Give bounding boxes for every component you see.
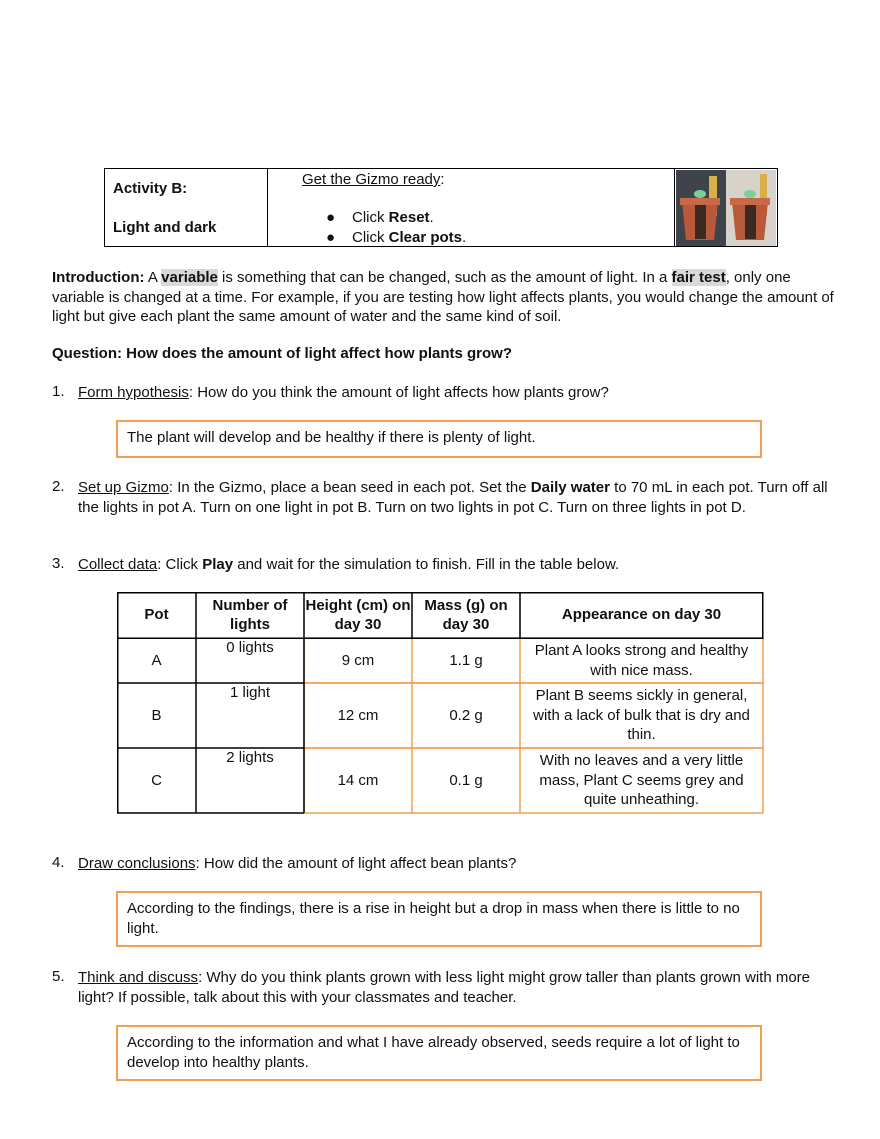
row-c-height[interactable]: 14 cm <box>337 771 379 789</box>
item-think-and-discuss: Think and discuss: Why do you think plants grown with less light might grow taller than plants grown with more light? If possible, talk about this with your classmates and teacher. <box>78 969 811 1006</box>
introduction: Introduction: A variable is something that can be changed, such as the amount of light. In a fair test, only one variable is changed at a time. For example, if you are testing how light affects plants, you would change the amount of light but give each plant the same amount of water and the same kind of soil. <box>52 269 834 325</box>
row-c-appearance[interactable]: With no leaves and a very little mass, Plant C seems grey and quite unheathing. <box>539 752 744 809</box>
row-a-lights: 0 lights <box>226 639 274 656</box>
term-fair-test: fair test <box>671 269 726 286</box>
header-mass: Mass (g) on day 30 <box>424 596 508 633</box>
item-set-up-gizmo: Set up Gizmo: In the Gizmo, place a bean seed in each pot. Set the Daily water to 70 mL in each pot. Turn off all the lights in pot A. Turn on one light in pot B. Turn on two lights in pot C. Turn on three lights in pot D. <box>78 479 828 516</box>
row-c-lights: 2 lights <box>226 749 274 766</box>
item-number: 3. <box>52 555 65 572</box>
row-a-height[interactable]: 9 cm <box>341 651 375 669</box>
row-a-appearance[interactable]: Plant A looks strong and healthy with nice mass. <box>534 642 749 679</box>
activity-cell <box>105 169 268 246</box>
term-variable: variable <box>161 269 218 286</box>
item-number: 5. <box>52 968 65 985</box>
activity-header-table <box>104 168 778 247</box>
item-number: 2. <box>52 478 65 495</box>
row-a-pot: A <box>151 651 162 669</box>
header-pot: Pot <box>144 606 169 624</box>
row-b-height[interactable]: 12 cm <box>337 706 379 724</box>
answer-hypothesis[interactable]: The plant will develop and be healthy if there is plenty of light. <box>116 420 762 458</box>
row-b-mass[interactable]: 0.2 g <box>449 706 483 724</box>
item-collect-data: Collect data: Click Play and wait for the simulation to finish. Fill in the table below. <box>78 556 620 573</box>
answer-conclusions[interactable]: According to the findings, there is a rise in height but a drop in mass when there is little to no light. <box>116 891 762 947</box>
gizmo-ready-cell: Get the Gizmo ready: ● Click Reset. ● Click Clear pots. <box>268 169 675 246</box>
activity-label: Activity B: <box>113 180 188 197</box>
header-appearance: Appearance on day 30 <box>561 606 722 624</box>
item-form-hypothesis: Form hypothesis: How do you think the amount of light affects how plants grow? <box>78 384 609 401</box>
row-b-appearance[interactable]: Plant B seems sickly in general, with a lack of bulk that is dry and thin. <box>533 687 750 744</box>
item-number: 1. <box>52 383 65 400</box>
activity-title: Light and dark <box>113 219 217 236</box>
row-b-lights: 1 light <box>229 684 271 701</box>
question: Question: How does the amount of light affect how plants grow? <box>52 345 512 362</box>
gizmo-ready-heading: Get the Gizmo ready: <box>302 171 445 188</box>
row-c-pot: C <box>151 771 162 789</box>
header-height: Height (cm) on day 30 <box>305 596 411 633</box>
pots-image <box>675 169 777 246</box>
row-a-mass[interactable]: 1.1 g <box>449 651 483 669</box>
item-draw-conclusions: Draw conclusions: How did the amount of light affect bean plants? <box>78 855 517 872</box>
item-number: 4. <box>52 854 65 871</box>
data-table <box>117 592 764 814</box>
row-c-mass[interactable]: 0.1 g <box>449 771 483 789</box>
header-lights: Number of lights <box>212 596 288 633</box>
row-b-pot: B <box>151 706 162 724</box>
answer-think-discuss[interactable]: According to the information and what I have already observed, seeds require a lot of light to develop into healthy plants. <box>116 1025 762 1081</box>
